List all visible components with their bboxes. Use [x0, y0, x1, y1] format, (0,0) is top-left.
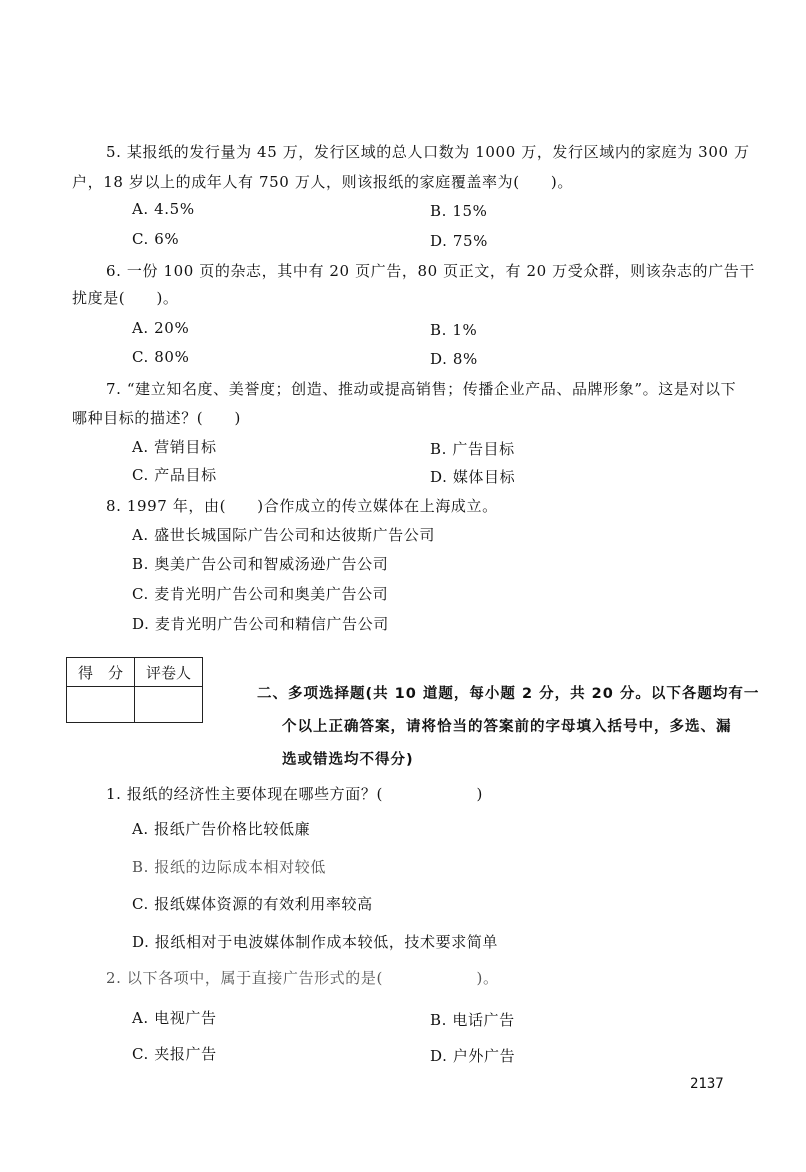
grader-cell — [135, 687, 203, 723]
score-table — [66, 657, 203, 723]
q7-stem-line2: 哪种目标的描述？( ) — [72, 409, 241, 427]
grader-header: 评卷人 — [135, 658, 203, 687]
q8-option-b: B. 奥美广告公司和智威汤逊广告公司 — [132, 555, 389, 573]
q6-stem-line2: 扰度是( )。 — [72, 289, 179, 307]
s2-q2-option-c: C. 夹报广告 — [132, 1045, 217, 1063]
section2-heading-line1: 二、多项选择题(共 10 道题，每小题 2 分，共 20 分。以下各题均有一 — [257, 686, 760, 702]
q8-option-a: A. 盛世长城国际广告公司和达彼斯广告公司 — [132, 526, 435, 544]
q6-stem-line1: 6. 一份 100 页的杂志，其中有 20 页广告，80 页正文，有 20 万受众群，则该杂志的广告干 — [106, 262, 755, 280]
section2-heading-line2: 个以上正确答案，请将恰当的答案前的字母填入括号中，多选、漏 — [282, 719, 732, 735]
score-cell — [67, 687, 135, 723]
q5-option-c: C. 6% — [132, 230, 180, 248]
s2-q1-stem: 1. 报纸的经济性主要体现在哪些方面？( ) — [106, 785, 483, 803]
q7-option-a: A. 营销目标 — [132, 438, 217, 456]
s2-q1-option-a: A. 报纸广告价格比较低廉 — [132, 820, 311, 838]
q5-stem-line1: 5. 某报纸的发行量为 45 万，发行区域的总人口数为 1000 万，发行区域内的家庭为 300 万 — [106, 143, 750, 161]
q5-option-d: D. 75% — [430, 232, 488, 250]
s2-q2-stem: 2. 以下各项中，属于直接广告形式的是( )。 — [106, 969, 499, 987]
q7-option-d: D. 媒体目标 — [430, 468, 516, 486]
s2-q1-option-c: C. 报纸媒体资源的有效利用率较高 — [132, 895, 373, 913]
q5-option-b: B. 15% — [430, 202, 488, 220]
q7-option-b: B. 广告目标 — [430, 440, 515, 458]
page-number: 2137 — [690, 1076, 724, 1092]
q8-option-c: C. 麦肯光明广告公司和奥美广告公司 — [132, 585, 389, 603]
q8-stem: 8. 1997 年，由( )合作成立的传立媒体在上海成立。 — [106, 497, 498, 515]
score-header: 得 分 — [67, 658, 135, 687]
q7-stem-line1: 7. “建立知名度、美誉度；创造、推动或提高销售；传播企业产品、品牌形象”。这是对以下 — [106, 380, 737, 398]
s2-q2-option-a: A. 电视广告 — [132, 1009, 217, 1027]
q6-option-d: D. 8% — [430, 350, 478, 368]
q5-option-a: A. 4.5% — [132, 200, 195, 218]
q7-option-c: C. 产品目标 — [132, 466, 217, 484]
section2-heading-line3: 选或错选均不得分) — [282, 752, 414, 768]
q6-option-b: B. 1% — [430, 321, 478, 339]
s2-q2-option-b: B. 电话广告 — [430, 1011, 515, 1029]
q8-option-d: D. 麦肯光明广告公司和精信广告公司 — [132, 615, 389, 633]
q6-option-c: C. 80% — [132, 348, 190, 366]
q5-stem-line2: 户，18 岁以上的成年人有 750 万人，则该报纸的家庭覆盖率为( )。 — [72, 173, 573, 191]
s2-q1-option-d: D. 报纸相对于电波媒体制作成本较低，技术要求简单 — [132, 933, 499, 951]
q6-option-a: A. 20% — [132, 319, 190, 337]
s2-q2-option-d: D. 户外广告 — [430, 1047, 516, 1065]
s2-q1-option-b: B. 报纸的边际成本相对较低 — [132, 858, 326, 876]
